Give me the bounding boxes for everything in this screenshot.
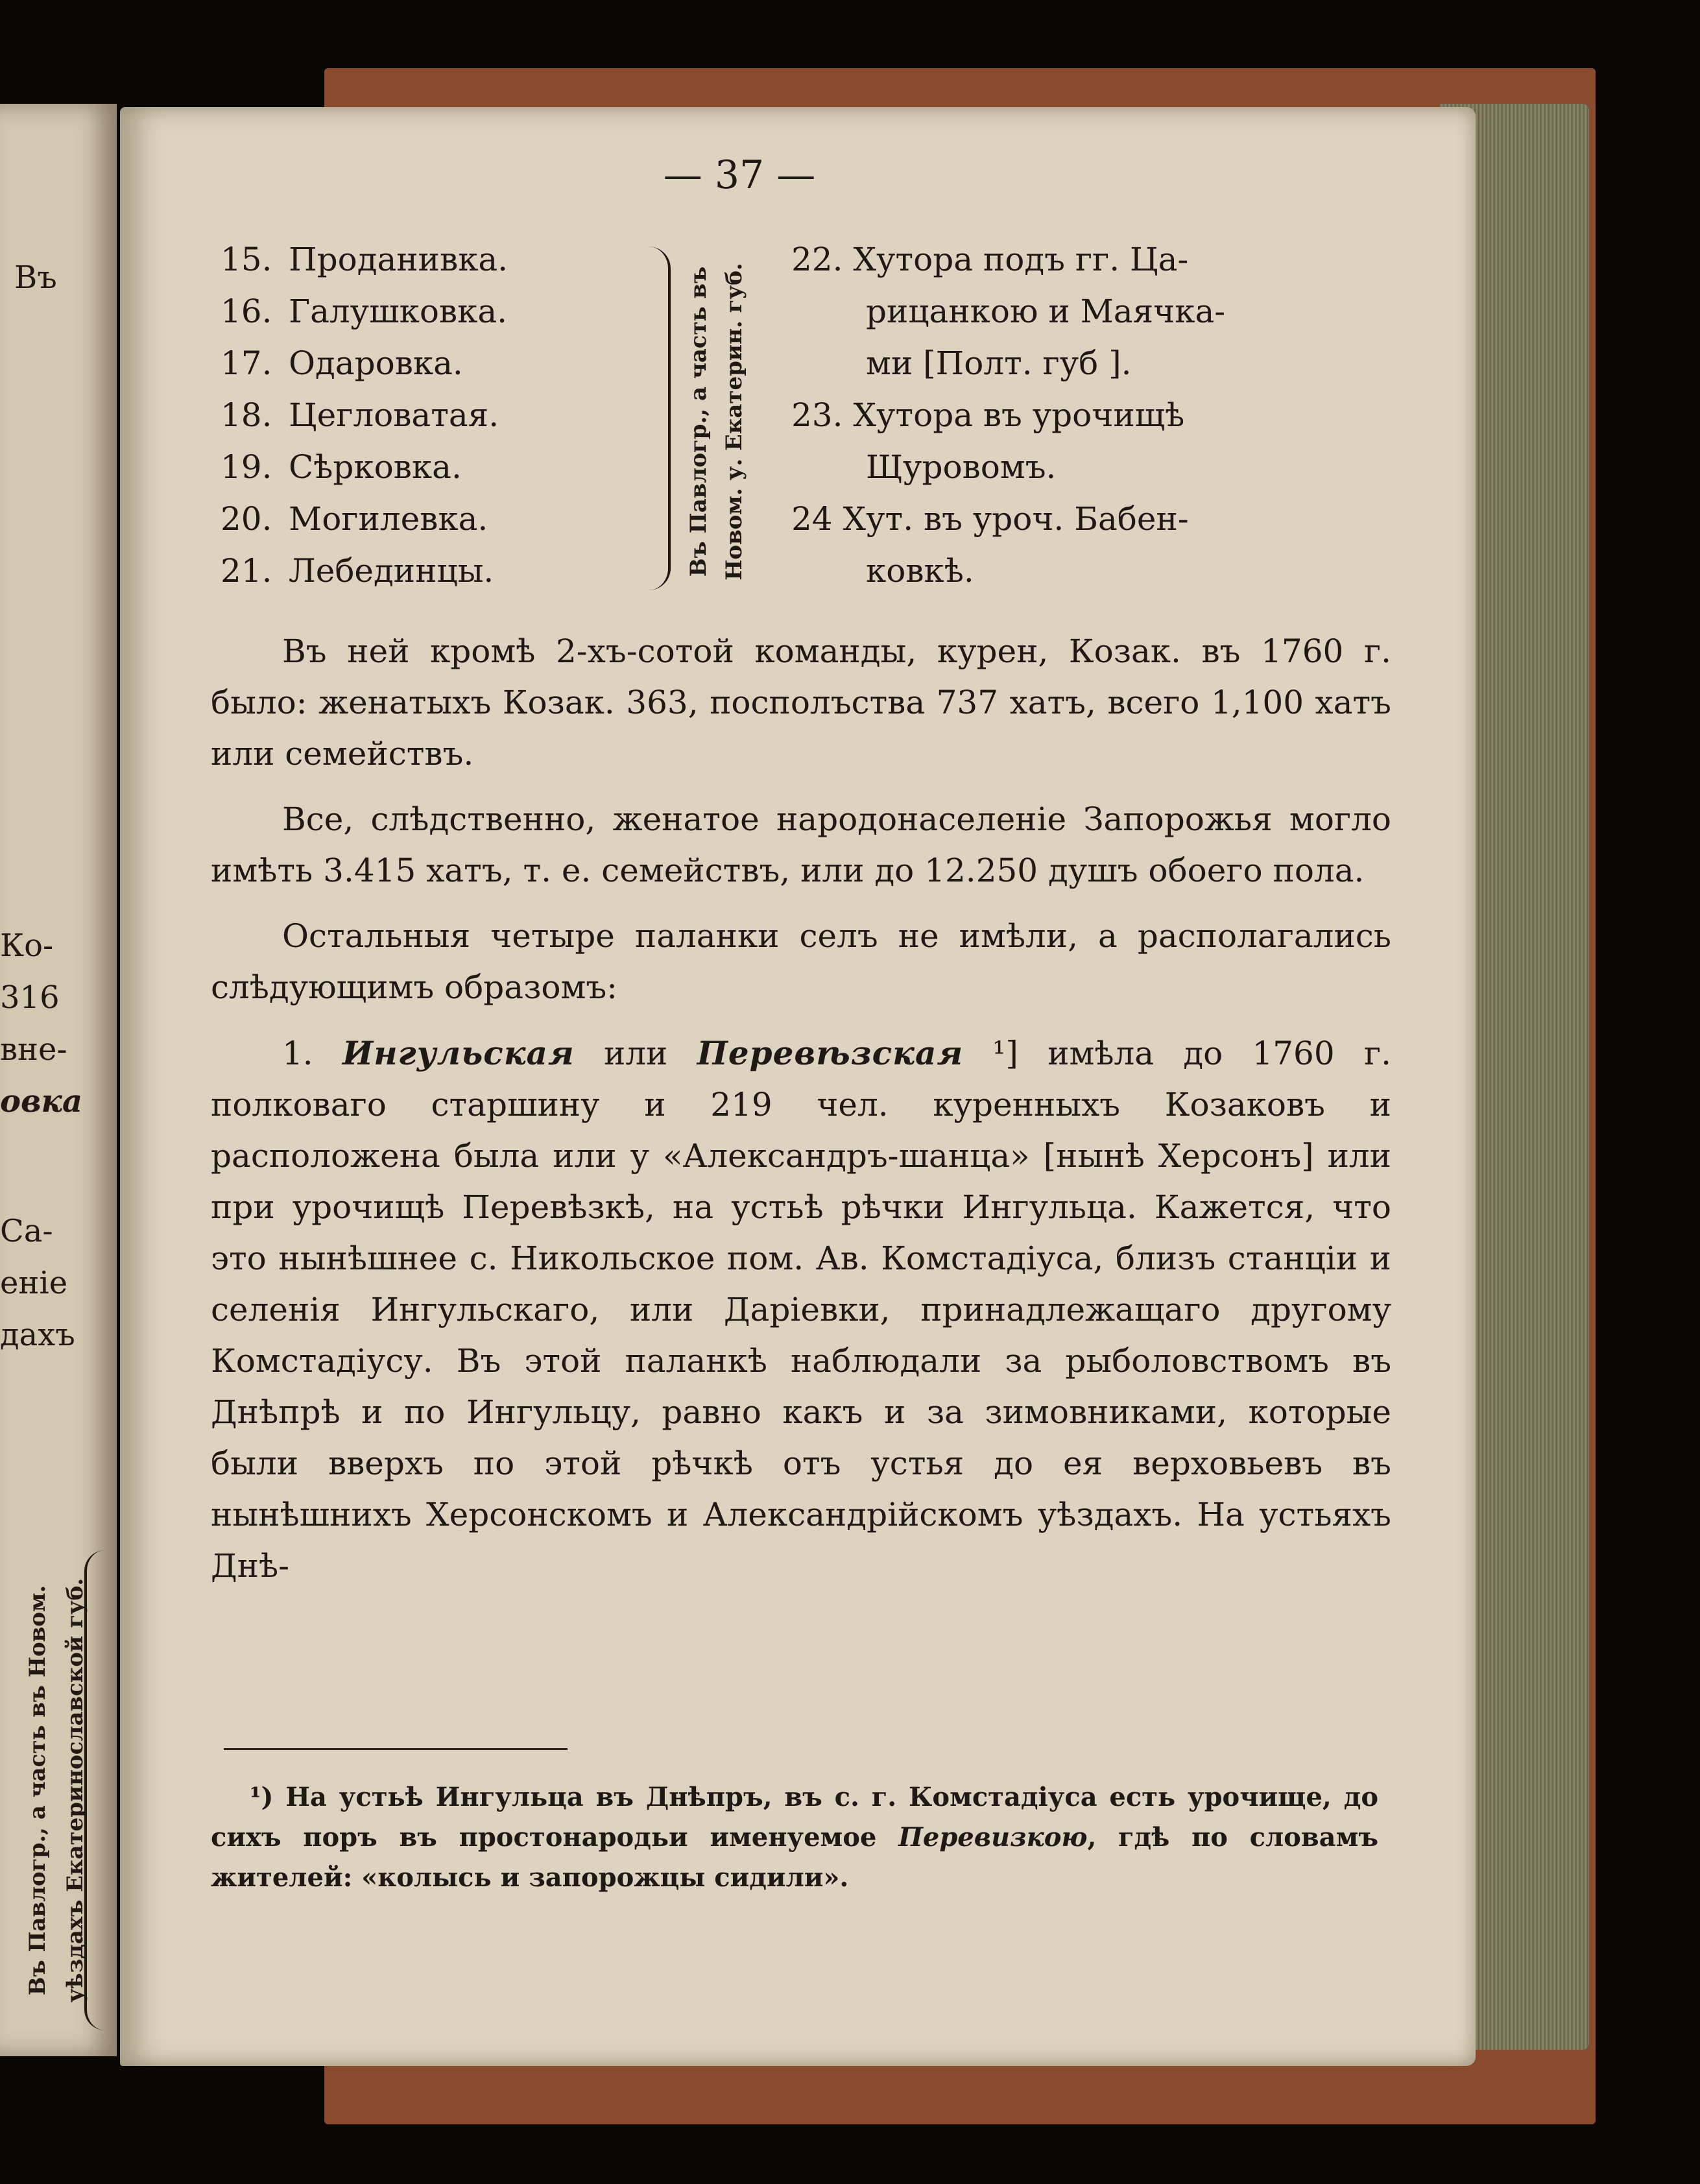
paragraph: Въ ней кромѣ 2-хъ-сотой команды, курен, Козак. въ 1760 г. было: женатыхъ Козак. 363, посполъства 737 хатъ, всего 1,100 хатъ или семействъ. — [211, 632, 1391, 773]
paragraph: 1. Ингульская или Перевѣзская ¹] имѣла до 1760 г. полковаго старшину и 219 чел. куренныхъ Козаковъ и расположена была или у «Александръ-шанца» [нынѣ Херсонъ] или при урочищѣ Перевѣзкѣ, на устьѣ рѣчки Ингульца. Кажется, что это нынѣшнее с. Никольское пом. Ав. Комстадіуса, близъ станціи и селенія Ингульскаго, или Даріевки, принадлежащаго другому Комстадіусу. Въ этой паланкѣ наблюдали за рыболовствомъ въ Днѣпрѣ и по Ингульцу, равно какъ и за зимовниками, которые были вверхъ по этой рѣчкѣ отъ устья до ея верховьевъ въ нынѣшнихъ Херсонскомъ и Александрійскомъ уѣздахъ. На устьяхъ Днѣ- — [211, 1034, 1391, 1585]
footnote-rule — [224, 1748, 568, 1750]
brace-note-line: Въ Павлогр., а часть въ — [686, 266, 712, 577]
list-item: 22. Хутора подъ гг. Ца- — [791, 241, 1189, 278]
left-vertical-line: уѣздахъ Екатеринославской губ. — [62, 1578, 88, 2003]
footnote-italic: Перевизкою — [898, 1822, 1088, 1853]
book-page — [120, 107, 1476, 2066]
paragraph: Все, слѣдственно, женатое народонаселеніе Запорожья могло имѣть 3.415 хатъ, т. е. семействъ, или до 12.250 душъ обоего пола. — [211, 800, 1391, 889]
list-brace — [649, 246, 671, 590]
left-fragment: дахъ — [0, 1317, 75, 1353]
village-list-left — [221, 234, 508, 597]
brace-note — [678, 237, 756, 606]
left-vertical-line: Въ Павлогр., а часть въ Новом. — [25, 1585, 51, 1996]
palanka-name: Перевѣзская — [697, 1034, 964, 1072]
body-text — [211, 626, 1391, 1592]
left-page — [0, 104, 117, 2056]
left-fragment: Ко- — [0, 928, 54, 964]
list-item: 19. Сѣрковка. — [221, 448, 462, 486]
list-item: 16. Галушковка. — [221, 293, 508, 330]
list-item: 15. Проданивка. — [221, 241, 509, 278]
left-fragment: овка — [0, 1083, 83, 1120]
list-item: 18. Цегловатая. — [221, 396, 499, 434]
left-fragment: Са- — [0, 1213, 53, 1249]
left-fragment: еніе — [0, 1265, 68, 1301]
left-brace — [84, 1550, 105, 2030]
list-item: 17. Одаровка. — [221, 344, 463, 382]
list-item-continuation: рицанкою и Маячка- — [866, 293, 1226, 330]
left-fragment: Въ — [14, 259, 57, 296]
left-vertical-note — [8, 1550, 105, 2030]
palanka-name: Ингульская — [342, 1034, 575, 1072]
footnote: ¹) На устьѣ Ингульца въ Днѣпръ, въ с. г. Комстадіуса есть урочище, до сихъ поръ въ простонародьи именуемое Перевизкою, гдѣ по словамъ жителей: «колысь и запорожцы сидили». — [211, 1782, 1378, 1893]
list-item-continuation: ковкѣ. — [866, 552, 974, 590]
paragraph: Остальныя четыре паланки селъ не имѣли, а располагались слѣдующимъ образомъ: — [211, 917, 1391, 1006]
list-item: 24 Хут. въ уроч. Бабен- — [791, 500, 1189, 538]
village-list-right — [791, 234, 1414, 597]
list-item-continuation: Щуровомъ. — [866, 448, 1057, 486]
footnote-mark: ¹) — [250, 1782, 274, 1812]
list-item: 21. Лебединцы. — [221, 552, 494, 590]
list-item: 23. Хутора въ урочищѣ — [791, 396, 1185, 434]
footnote-ref: ¹] — [963, 1035, 1018, 1072]
page-number: — 37 — — [663, 152, 816, 198]
list-item: 20. Могилевка. — [221, 500, 488, 538]
left-fragment: вне- — [0, 1031, 67, 1068]
list-item-continuation: ми [Полт. губ ]. — [866, 344, 1132, 382]
brace-note-line: Новом. у. Екатерин. губ. — [721, 263, 747, 581]
left-fragment: 316 — [0, 979, 60, 1016]
